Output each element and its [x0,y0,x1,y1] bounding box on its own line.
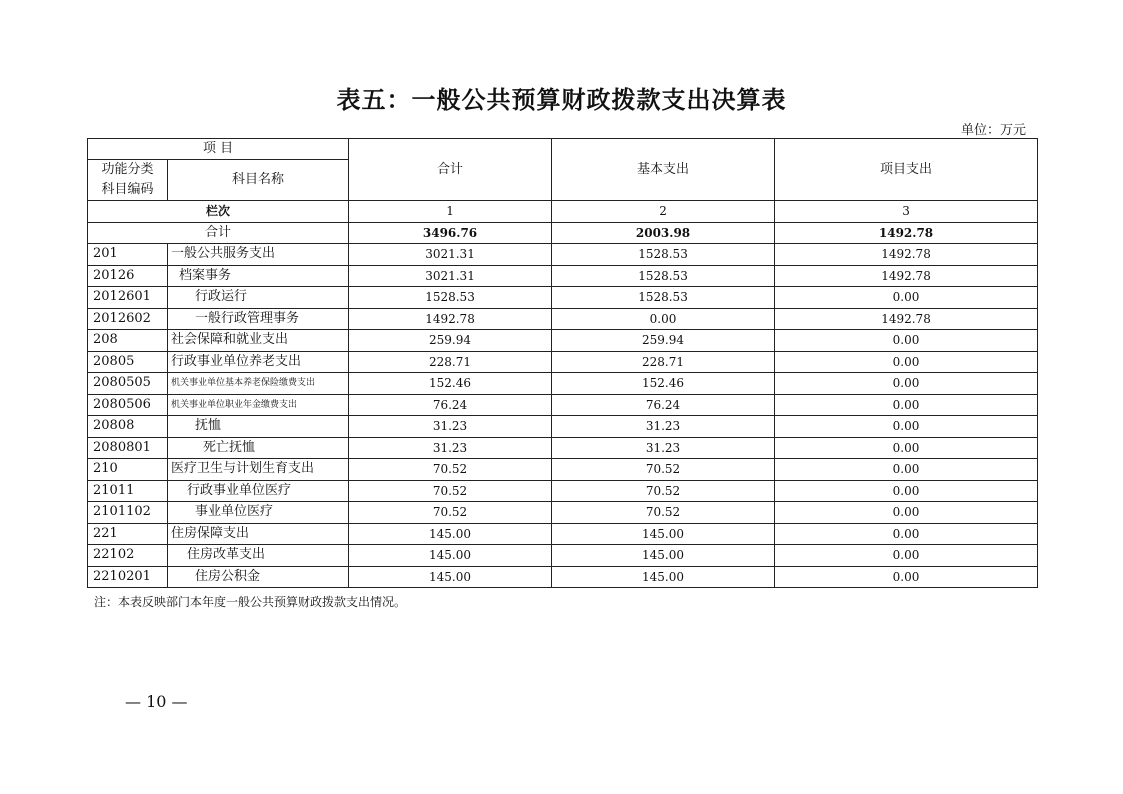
total-label: 合计 [88,222,349,244]
table-row [88,416,1038,438]
table-row [88,480,1038,502]
table-row [88,308,1038,330]
table-row [88,502,1038,524]
row-basic: 145.00 [552,566,775,588]
row-basic: 1528.53 [552,287,775,309]
row-total: 259.94 [349,330,552,352]
row-name: 行政运行 [168,287,349,309]
row-total: 145.00 [349,545,552,567]
row-basic: 31.23 [552,416,775,438]
row-total: 228.71 [349,351,552,373]
row-code: 21011 [88,480,168,502]
header-project: 项 目 [88,139,349,160]
row-project: 0.00 [775,287,1038,309]
row-total: 145.00 [349,523,552,545]
row-basic: 31.23 [552,437,775,459]
row-basic: 0.00 [552,308,775,330]
row-code: 208 [88,330,168,352]
row-code: 2080801 [88,437,168,459]
header-func-code: 功能分类 科目编码 [88,160,168,201]
row-name: 行政事业单位医疗 [168,480,349,502]
row-code: 20126 [88,265,168,287]
row-project: 0.00 [775,394,1038,416]
row-project: 0.00 [775,373,1038,395]
row-total: 3021.31 [349,244,552,266]
table-body [88,139,1038,588]
row-basic: 70.52 [552,459,775,481]
table-row [88,437,1038,459]
row-project: 0.00 [775,480,1038,502]
row-name: 抚恤 [168,416,349,438]
row-name: 社会保障和就业支出 [168,330,349,352]
row-basic: 259.94 [552,330,775,352]
table-row [88,523,1038,545]
row-total: 70.52 [349,480,552,502]
row-code: 201 [88,244,168,266]
header-total: 合计 [349,139,552,201]
row-project: 0.00 [775,502,1038,524]
row-name: 住房保障支出 [168,523,349,545]
header-project-expenditure: 项目支出 [775,139,1038,201]
row-project: 0.00 [775,545,1038,567]
row-name: 一般行政管理事务 [168,308,349,330]
row-basic: 145.00 [552,545,775,567]
row-code: 2080506 [88,394,168,416]
column-index-row [88,201,1038,223]
row-code: 210 [88,459,168,481]
row-total: 70.52 [349,502,552,524]
total-basic: 2003.98 [552,222,775,244]
row-code: 2101102 [88,502,168,524]
table-row [88,244,1038,266]
row-name: 机关事业单位基本养老保险缴费支出 [168,373,349,395]
row-project: 1492.78 [775,244,1038,266]
row-name: 一般公共服务支出 [168,244,349,266]
table-row [88,545,1038,567]
table-row [88,394,1038,416]
row-code: 2012601 [88,287,168,309]
row-code: 221 [88,523,168,545]
page-number: — 10 — [125,692,188,711]
table-row [88,265,1038,287]
row-name: 医疗卫生与计划生育支出 [168,459,349,481]
row-project: 0.00 [775,416,1038,438]
header-basic: 基本支出 [552,139,775,201]
row-code: 22102 [88,545,168,567]
row-project: 0.00 [775,523,1038,545]
row-project: 1492.78 [775,265,1038,287]
row-project: 0.00 [775,437,1038,459]
row-project: 1492.78 [775,308,1038,330]
row-name: 死亡抚恤 [168,437,349,459]
table-row [88,459,1038,481]
expenditure-table [87,138,1038,588]
row-project: 0.00 [775,330,1038,352]
row-name: 行政事业单位养老支出 [168,351,349,373]
row-total: 152.46 [349,373,552,395]
row-total: 145.00 [349,566,552,588]
row-code: 20808 [88,416,168,438]
table-row [88,287,1038,309]
table-row [88,351,1038,373]
row-total: 1528.53 [349,287,552,309]
row-basic: 152.46 [552,373,775,395]
row-total: 3021.31 [349,265,552,287]
row-name: 机关事业单位职业年金缴费支出 [168,394,349,416]
row-basic: 1528.53 [552,265,775,287]
row-basic: 228.71 [552,351,775,373]
row-total: 31.23 [349,416,552,438]
unit-label: 单位：万元 [960,123,1026,138]
row-name: 住房改革支出 [168,545,349,567]
row-name: 住房公积金 [168,566,349,588]
table-note: 注：本表反映部门本年度一般公共预算财政拨款支出情况。 [94,595,407,609]
column-index-label: 栏次 [88,201,349,223]
row-project: 0.00 [775,351,1038,373]
row-total: 76.24 [349,394,552,416]
row-project: 0.00 [775,459,1038,481]
table-row [88,330,1038,352]
column-index-1: 1 [349,201,552,223]
header-row-1 [88,139,1038,160]
column-index-2: 2 [552,201,775,223]
row-basic: 70.52 [552,502,775,524]
row-basic: 145.00 [552,523,775,545]
row-project: 0.00 [775,566,1038,588]
header-subject-name: 科目名称 [168,160,349,201]
total-sum: 3496.76 [349,222,552,244]
column-index-3: 3 [775,201,1038,223]
table-row [88,373,1038,395]
total-project: 1492.78 [775,222,1038,244]
page-title: 表五：一般公共预算财政拨款支出决算表 [336,85,787,114]
row-code: 2080505 [88,373,168,395]
row-total: 31.23 [349,437,552,459]
row-total: 1492.78 [349,308,552,330]
table-row [88,566,1038,588]
row-basic: 1528.53 [552,244,775,266]
row-total: 70.52 [349,459,552,481]
row-basic: 76.24 [552,394,775,416]
total-row [88,222,1038,244]
row-name: 档案事务 [168,265,349,287]
row-code: 20805 [88,351,168,373]
row-basic: 70.52 [552,480,775,502]
row-code: 2210201 [88,566,168,588]
row-name: 事业单位医疗 [168,502,349,524]
row-code: 2012602 [88,308,168,330]
